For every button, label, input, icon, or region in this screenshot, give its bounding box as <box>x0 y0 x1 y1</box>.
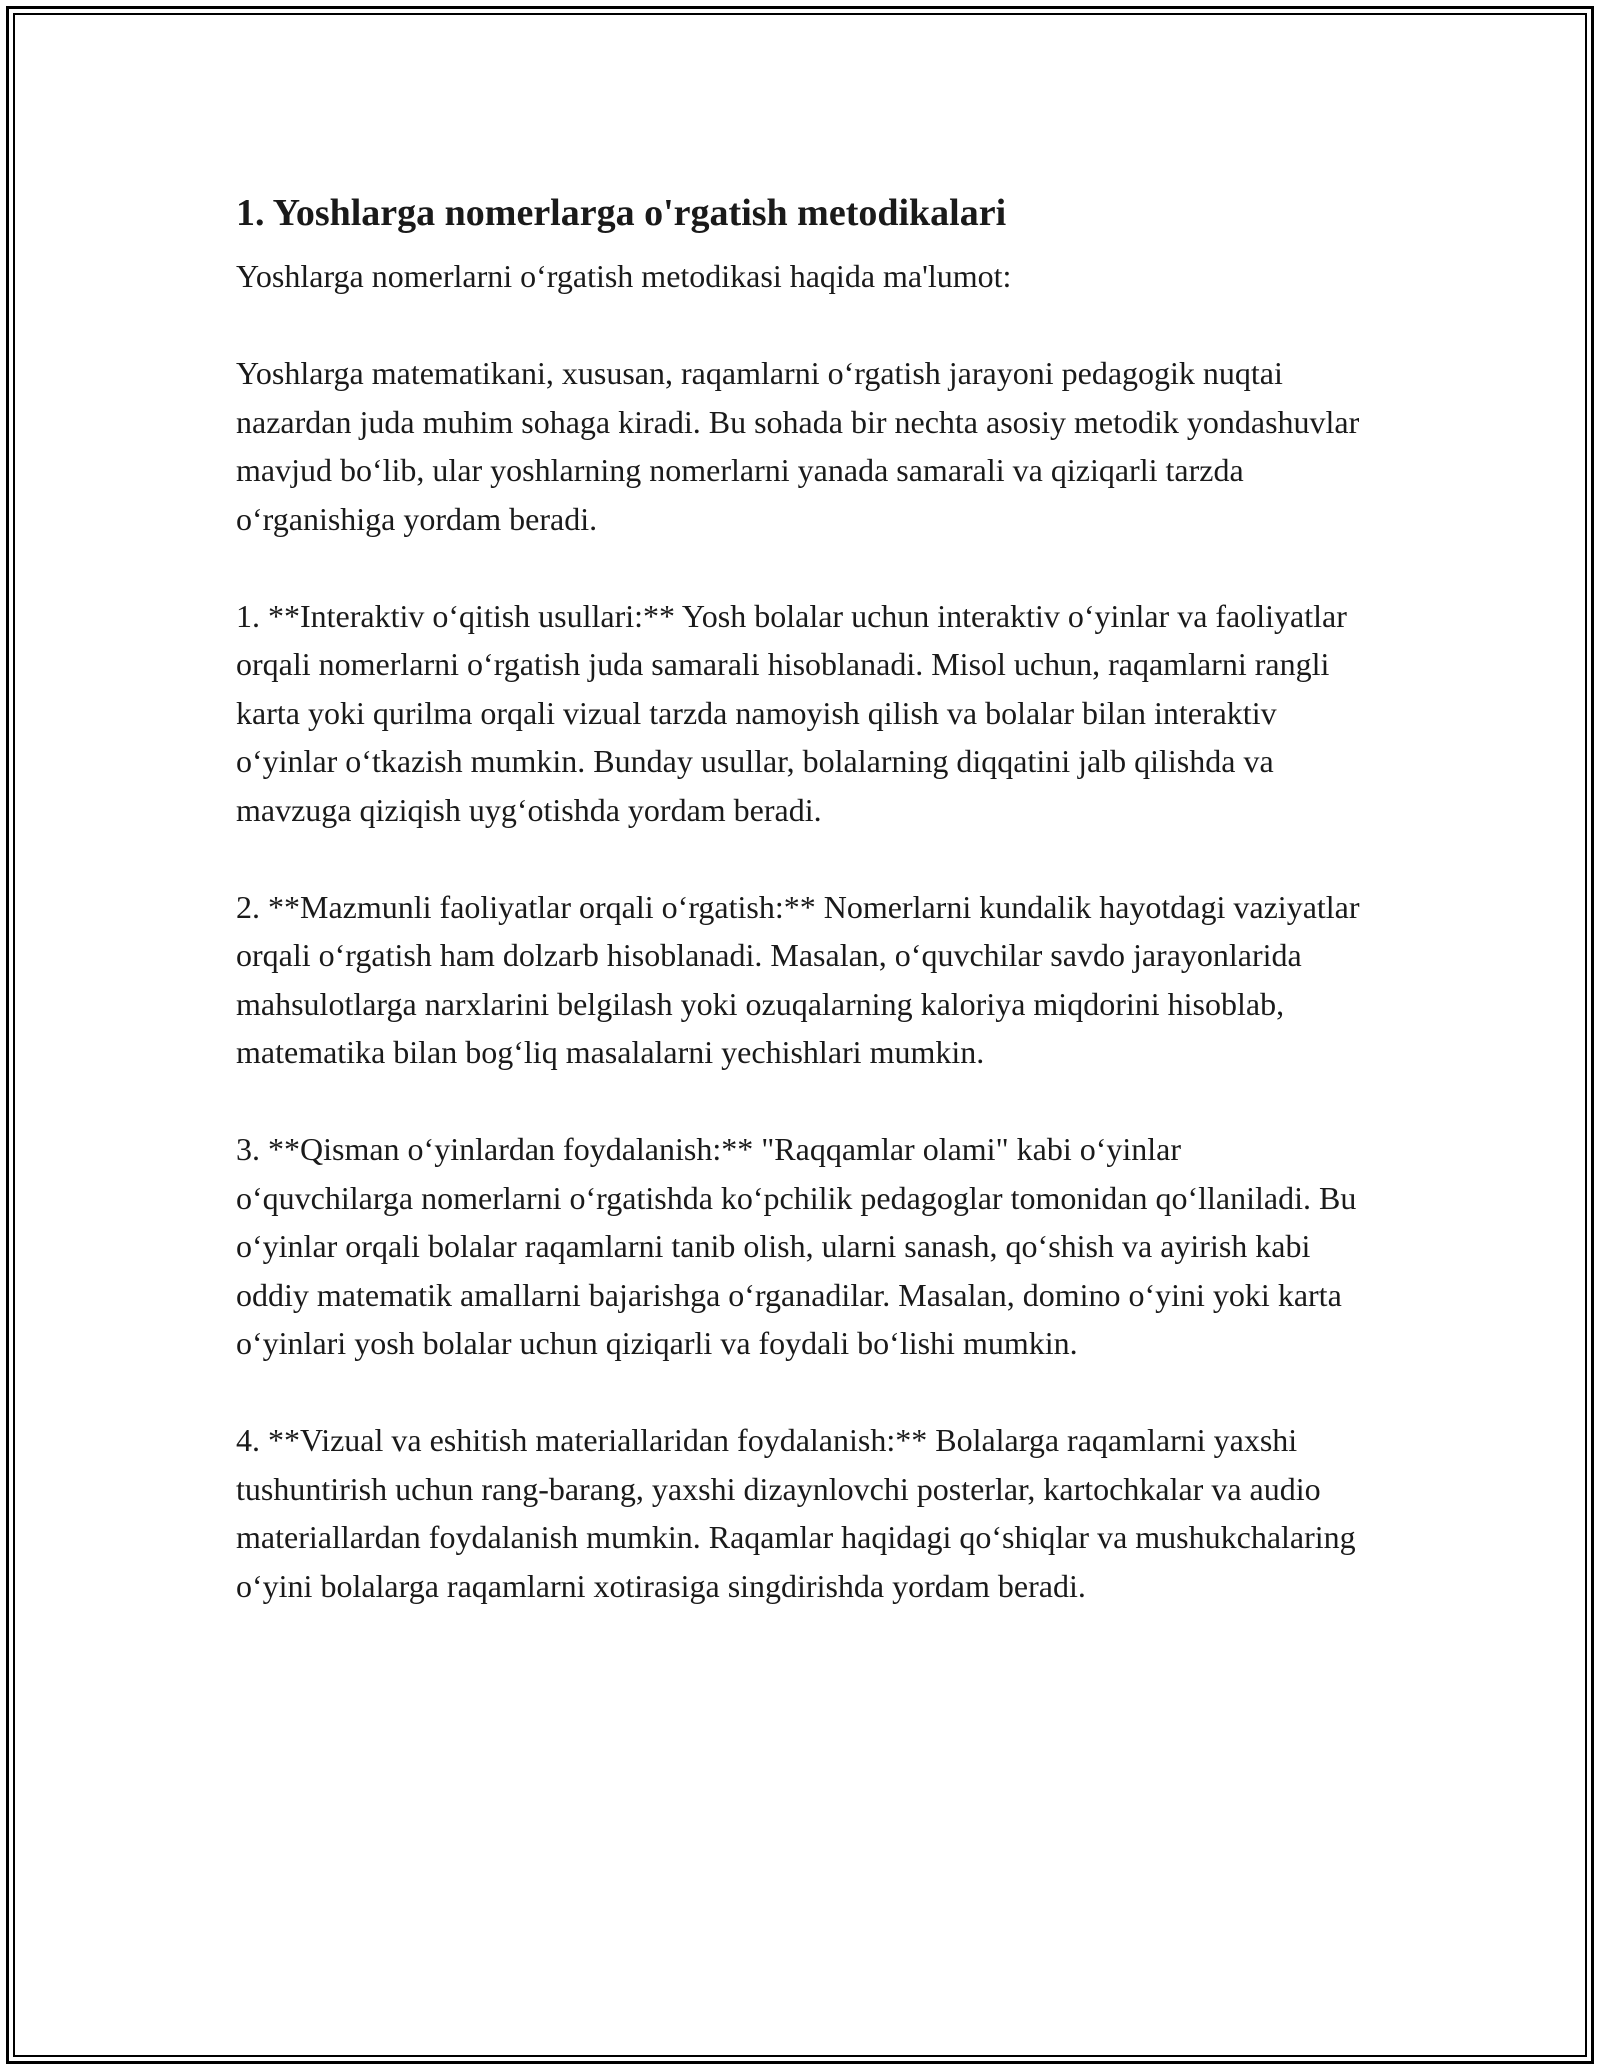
method-4-paragraph: 4. **Vizual va eshitish materiallaridan foydalanish:** Bolalarga raqamlarni yaxshi tushuntirish uchun rang-barang, yaxshi dizaynlovchi posterlar, kartochkalar va audio materiallardan foydalanish mumkin. Raqamlar haqidagi qo‘shiqlar va mushukchalaring o‘yini bolalarga raqamlarni xotirasiga singdirishda yordam beradi. <box>236 1422 1356 1604</box>
overview-paragraph: Yoshlarga matematikani, xususan, raqamlarni o‘rgatish jarayoni pedagogik nuqtai nazardan juda muhim sohaga kiradi. Bu sohada bir nechta asosiy metodik yondashuvlar mavjud bo‘lib, ular yoshlarning nomerlarni yanada samarali va qiziqarli tarzda o‘rganishiga yordam beradi. <box>236 355 1360 537</box>
method-2-paragraph: 2. **Mazmunli faoliyatlar orqali o‘rgatish:** Nomerlarni kundalik hayotdagi vaziyatlar orqali o‘rgatish ham dolzarb hisoblanadi. Masalan, o‘quvchilar savdo jarayonlarida mahsulotlarga narxlarini belgilash yoki ozuqalarning kaloriya miqdorini hisoblab, matematika bilan bog‘liq masalalarni yechishlari mumkin. <box>236 888 1360 1070</box>
document-body <box>236 188 1366 1610</box>
document-title: 1. Yoshlarga nomerlarga o'rgatish metodikalari <box>236 192 1007 234</box>
method-1-paragraph: 1. **Interaktiv o‘qitish usullari:** Yosh bolalar uchun interaktiv o‘yinlar va faoliyatlar orqali nomerlarni o‘rgatish juda samarali hisoblanadi. Misol uchun, raqamlarni rangli karta yoki qurilma orqali vizual tarzda namoyish qilish va bolalar bilan interaktiv o‘yinlar o‘tkazish mumkin. Bunday usullar, bolalarning diqqatini jalb qilishda va mavzuga qiziqish uyg‘otishda yordam beradi. <box>236 597 1347 828</box>
intro-paragraph: Yoshlarga nomerlarni o‘rgatish metodikasi haqida ma'lumot: <box>236 258 1012 294</box>
method-3-paragraph: 3. **Qisman o‘yinlardan foydalanish:** "Raqqamlar olami" kabi o‘yinlar o‘quvchilarga nomerlarni o‘rgatishda ko‘pchilik pedagoglar tomonidan qo‘llaniladi. Bu o‘yinlar orqali bolalar raqamlarni tanib olish, ularni sanash, qo‘shish va ayirish kabi oddiy matematik amallarni bajarishga o‘rganadilar. Masalan, domino o‘yini yoki karta o‘yinlari yosh bolalar uchun qiziqarli va foydali bo‘lishi mumkin. <box>236 1131 1357 1361</box>
